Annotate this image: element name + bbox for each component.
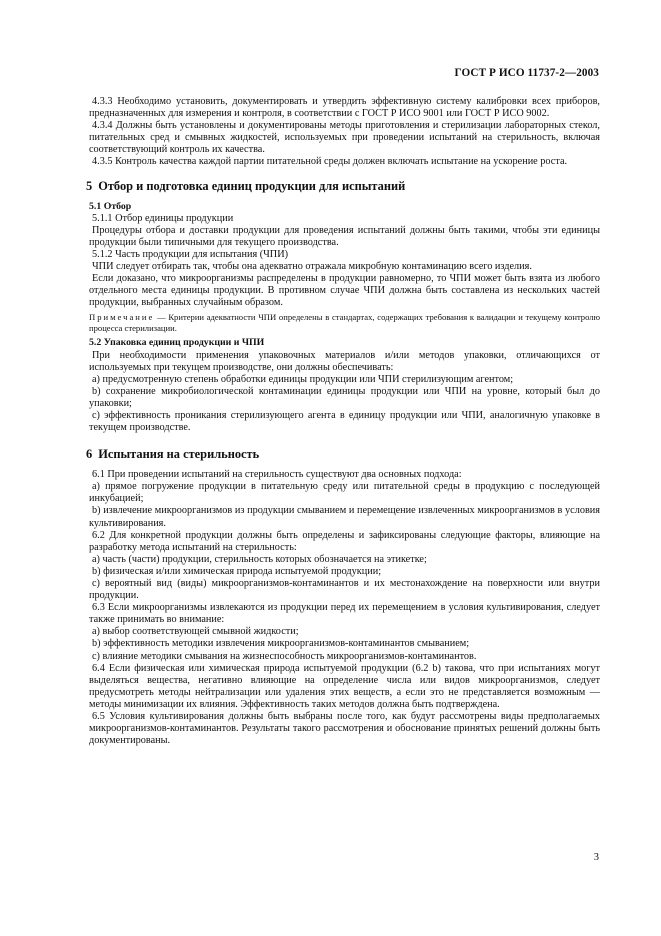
paragraph-4-3-4: 4.3.4 Должны быть установлены и документированы методы приготовления и стерилизации лабораторных стекол, питательных сред и смывных жидкостей, используемых при проведении испытаний на стерильность, включая соответствующий контроль их качества. (89, 120, 600, 156)
paragraph-6-4: 6.4 Если физическая или химическая природа испытуемой продукции (6.2 b) такова, что при испытаниях могут выделяться вещества, негативно влияющие на определение числа или видов микроорганизмов, следует предусмотреть методы нейтрализации или удаления этих веществ, а если это не представляется возможным — методы минимизации их влияния. Эффективность таких методов должна быть подтверждена. (89, 662, 600, 710)
paragraph-4-3-5: 4.3.5 Контроль качества каждой партии питательной среды должен включать испытание на ускорение роста. (92, 156, 568, 168)
section-title: Испытания на стерильность (98, 447, 260, 462)
page-body (86, 96, 600, 747)
section-6-heading (86, 447, 600, 461)
list-item: b) извлечение микроорганизмов из продукции смыванием и перемещение извлеченных микроорганизмов в условия культивирования. (89, 505, 600, 529)
subsection-5-2-heading: 5.2 Упаковка единиц продукции и ЧПИ (89, 337, 265, 349)
list-item: b) физическая и/или химическая природа испытуемой продукции; (92, 565, 382, 577)
list-item: b) эффективность методики извлечения микроорганизмов-контаминантов смыванием; (92, 638, 470, 650)
paragraph-6-3: 6.3 Если микроорганизмы извлекаются из продукции перед их перемещением в условия культивирования, следует также принимать во внимание: (89, 602, 600, 626)
paragraph: ЧПИ следует отбирать так, чтобы она адекватно отражала микробную контаминацию всего изделия. (92, 261, 532, 273)
list-item: c) эффективность проникания стерилизующего агента в единицу продукции или ЧПИ, аналогичную упаковке в текущем производстве. (89, 409, 600, 434)
list-item: a) часть (части) продукции, стерильность которых обозначается на этикетке; (92, 553, 427, 565)
section-number: 6 (86, 447, 93, 462)
section-5-heading (86, 179, 600, 193)
note (89, 312, 600, 334)
note-label: Примечание (89, 312, 155, 323)
page-number: 3 (593, 852, 599, 863)
paragraph: При необходимости применения упаковочных материалов и/или методов упаковки, отличающихся от используемых при текущем производстве, они должны обеспечивать: (89, 349, 600, 373)
paragraph-5-1-1: 5.1.1 Отбор единицы продукции (92, 212, 234, 224)
list-item: b) сохранение микробиологической контаминации единицы продукции или ЧПИ на уровне, который был до упаковки; (89, 385, 600, 409)
paragraph: Процедуры отбора и доставки продукции для проведения испытаний должны быть такими, чтобы эти единицы продукции были типичными для текущего производства. (89, 224, 600, 248)
paragraph-4-3-3: 4.3.3 Необходимо установить, документировать и утвердить эффективную систему калибровки всех приборов, предназначенных для измерения и контроля, в соответствии с ГОСТ Р ИСО 9001 или ГОСТ Р ИСО 9002. (89, 96, 600, 120)
list-item: c) влияние методики смывания на жизнеспособность микроорганизмов-контаминантов. (92, 650, 477, 662)
list-item: a) выбор соответствующей смывной жидкости; (92, 626, 299, 638)
section-number: 5 (86, 178, 93, 193)
paragraph-6-2: 6.2 Для конкретной продукции должны быть определены и зафиксированы следующие факторы, влияющие на разработку метода испытаний на стерильность: (89, 529, 600, 553)
list-item: c) вероятный вид (виды) микроорганизмов-контаминантов и их местонахождение на поверхности или внутри продукции. (89, 578, 600, 602)
paragraph: Если доказано, что микроорганизмы распределены в продукции равномерно, то ЧПИ может быть взята из любого отдельного места единицы продукции. В противном случае ЧПИ должна быть составлена из нескольких частей продукции, выбранных случайным образом. (89, 273, 600, 309)
document-header-id: ГОСТ Р ИСО 11737-2—2003 (454, 67, 599, 79)
paragraph-6-1: 6.1 При проведении испытаний на стерильность существуют два основных подхода: (92, 469, 462, 481)
list-item: a) предусмотренную степень обработки единицы продукции или ЧПИ стерилизующим агентом; (92, 373, 514, 385)
paragraph-5-1-2: 5.1.2 Часть продукции для испытания (ЧПИ) (92, 248, 289, 260)
subsection-5-1-heading: 5.1 Отбор (89, 200, 132, 212)
list-item: a) прямое погружение продукции в питательную среду или питательной среды в продукцию с последующей инкубацией; (89, 481, 600, 505)
section-title: Отбор и подготовка единиц продукции для испытаний (98, 178, 406, 193)
paragraph-6-5: 6.5 Условия культивирования должны быть выбраны после того, как будут рассмотрены виды предполагаемых микроорганизмов-контаминантов. Результаты такого рассмотрения и обоснование принятых решений должны быть документированы. (89, 711, 600, 747)
note-text: — Критерии адекватности ЧПИ определены в стандартах, содержащих требования к валидации и текущему контролю процесса стерилизации. (89, 312, 600, 334)
